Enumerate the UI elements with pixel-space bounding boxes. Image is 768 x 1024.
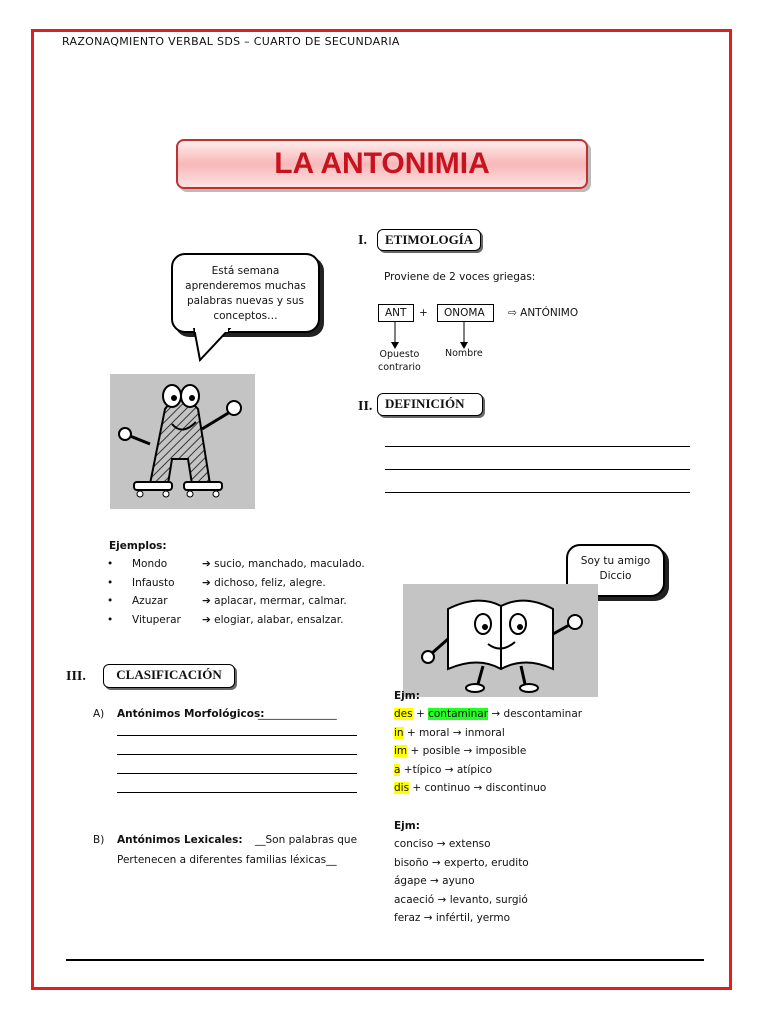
root-word: contaminar bbox=[428, 708, 489, 720]
etymology-arrows bbox=[390, 322, 470, 350]
morph-example-result: → descontaminar bbox=[488, 708, 583, 720]
section-2-heading: DEFINICIÓN bbox=[377, 393, 483, 416]
section-1-number: I. bbox=[358, 233, 367, 248]
example-item: • Infausto ➔ dichoso, feliz, alegre. bbox=[107, 576, 326, 589]
morph-example-text: + bbox=[412, 708, 429, 720]
prefix: a bbox=[394, 763, 401, 776]
footer-line bbox=[66, 959, 704, 961]
result-antonimo: ⇨ ANTÓNIMO bbox=[508, 307, 579, 319]
title-banner bbox=[176, 139, 588, 189]
ant-meaning bbox=[378, 348, 421, 374]
bubble-tail-1 bbox=[190, 328, 240, 364]
speech-bubble-1-text: Está semana aprenderemos muchas palabras nuevas y sus conceptos… bbox=[185, 265, 306, 322]
subsection-a-title: Antónimos Morfológicos: bbox=[117, 708, 265, 720]
example-word: Azuzar bbox=[132, 595, 168, 607]
ejm-1-list bbox=[394, 708, 582, 801]
lexical-example-row: feraz → infértil, yermo bbox=[394, 912, 511, 924]
morph-example-row bbox=[394, 764, 582, 783]
subsection-b-title: Antónimos Lexicales: bbox=[117, 834, 243, 846]
lexical-example-row: acaeció → levanto, surgió bbox=[394, 893, 528, 906]
onoma-meaning: Nombre bbox=[445, 348, 483, 359]
ejm-2-list bbox=[394, 838, 529, 931]
example-word: Mondo bbox=[132, 558, 168, 570]
morphological-line-3[interactable] bbox=[117, 773, 357, 774]
morph-example-text: + posible → imposible bbox=[407, 745, 527, 757]
example-antonyms: dichoso, feliz, alegre. bbox=[214, 576, 326, 589]
morph-example-row bbox=[394, 745, 582, 764]
prefix: im bbox=[394, 745, 408, 757]
example-item: • Vituperar ➔ elogiar, alabar, ensalzar. bbox=[107, 613, 344, 626]
letter-a-character-icon bbox=[110, 374, 255, 509]
definition-line-3[interactable] bbox=[385, 492, 690, 493]
speech-bubble-2-text: Soy tu amigo Diccio bbox=[580, 555, 651, 582]
morphological-line-2[interactable] bbox=[117, 754, 357, 755]
definition-line-1[interactable] bbox=[385, 446, 690, 447]
morph-example-text: +típico → atípico bbox=[400, 763, 493, 776]
example-word: Infausto bbox=[132, 576, 175, 589]
plus-sign: + bbox=[419, 307, 428, 319]
examples-list bbox=[107, 558, 365, 632]
morph-example-text: + moral → inmoral bbox=[403, 726, 505, 739]
morph-example-text: + continuo → discontinuo bbox=[409, 782, 547, 794]
root-box-onoma: ONOMA bbox=[437, 304, 494, 322]
cartoon-book-illustration bbox=[403, 584, 598, 697]
ejm-2-title: Ejm: bbox=[394, 820, 420, 832]
ant-meaning-line-1: Opuesto bbox=[379, 349, 420, 360]
subsection-b-text-2: Pertenecen a diferentes familias léxicas__ bbox=[117, 854, 337, 866]
etymology-intro: Proviene de 2 voces griegas: bbox=[384, 271, 536, 283]
lexical-example-row: ágape → ayuno bbox=[394, 875, 475, 887]
examples-title: Ejemplos: bbox=[109, 540, 167, 552]
ant-meaning-line-2: contrario bbox=[378, 362, 421, 373]
example-antonyms: sucio, manchado, maculado. bbox=[214, 558, 365, 570]
subsection-b-letter: B) bbox=[93, 834, 105, 846]
example-antonyms: elogiar, alabar, ensalzar. bbox=[214, 613, 344, 626]
ejm-1-title: Ejm: bbox=[394, 690, 420, 702]
section-3-heading: CLASIFICACIÓN bbox=[103, 664, 235, 688]
page-header: RAZONAQMIENTO VERBAL SDS – CUARTO DE SECUNDARIA bbox=[62, 35, 400, 48]
lexical-example-row: bisoño → experto, erudito bbox=[394, 856, 529, 869]
example-word: Vituperar bbox=[132, 613, 181, 626]
subsection-a-blank: _______________ bbox=[258, 708, 337, 720]
morphological-line-4[interactable] bbox=[117, 792, 357, 793]
book-character-icon bbox=[403, 584, 598, 697]
prefix: dis bbox=[394, 782, 410, 794]
section-2-number: II. bbox=[358, 399, 373, 414]
page-title: LA ANTONIMIA bbox=[274, 147, 490, 180]
subsection-a-letter: A) bbox=[93, 708, 105, 720]
morph-example-row bbox=[394, 727, 582, 746]
morph-example-row bbox=[394, 782, 582, 801]
example-item: • Mondo ➔ sucio, manchado, maculado. bbox=[107, 558, 365, 570]
example-antonyms: aplacar, mermar, calmar. bbox=[214, 595, 347, 607]
example-item: • Azuzar ➔ aplacar, mermar, calmar. bbox=[107, 595, 347, 607]
subsection-b-text-1: __Son palabras que bbox=[255, 834, 358, 846]
morph-example-row bbox=[394, 708, 582, 727]
section-3-number: III. bbox=[66, 669, 86, 684]
section-1-heading: ETIMOLOGÍA bbox=[377, 229, 481, 251]
cartoon-letter-a-illustration bbox=[110, 374, 255, 509]
lexical-example-row: conciso → extenso bbox=[394, 838, 491, 850]
speech-bubble-1 bbox=[171, 253, 320, 333]
prefix: des bbox=[394, 708, 413, 720]
definition-line-2[interactable] bbox=[385, 469, 690, 470]
prefix: in bbox=[394, 726, 404, 739]
root-box-ant: ANT bbox=[378, 304, 414, 322]
morphological-line-1[interactable] bbox=[117, 735, 357, 736]
